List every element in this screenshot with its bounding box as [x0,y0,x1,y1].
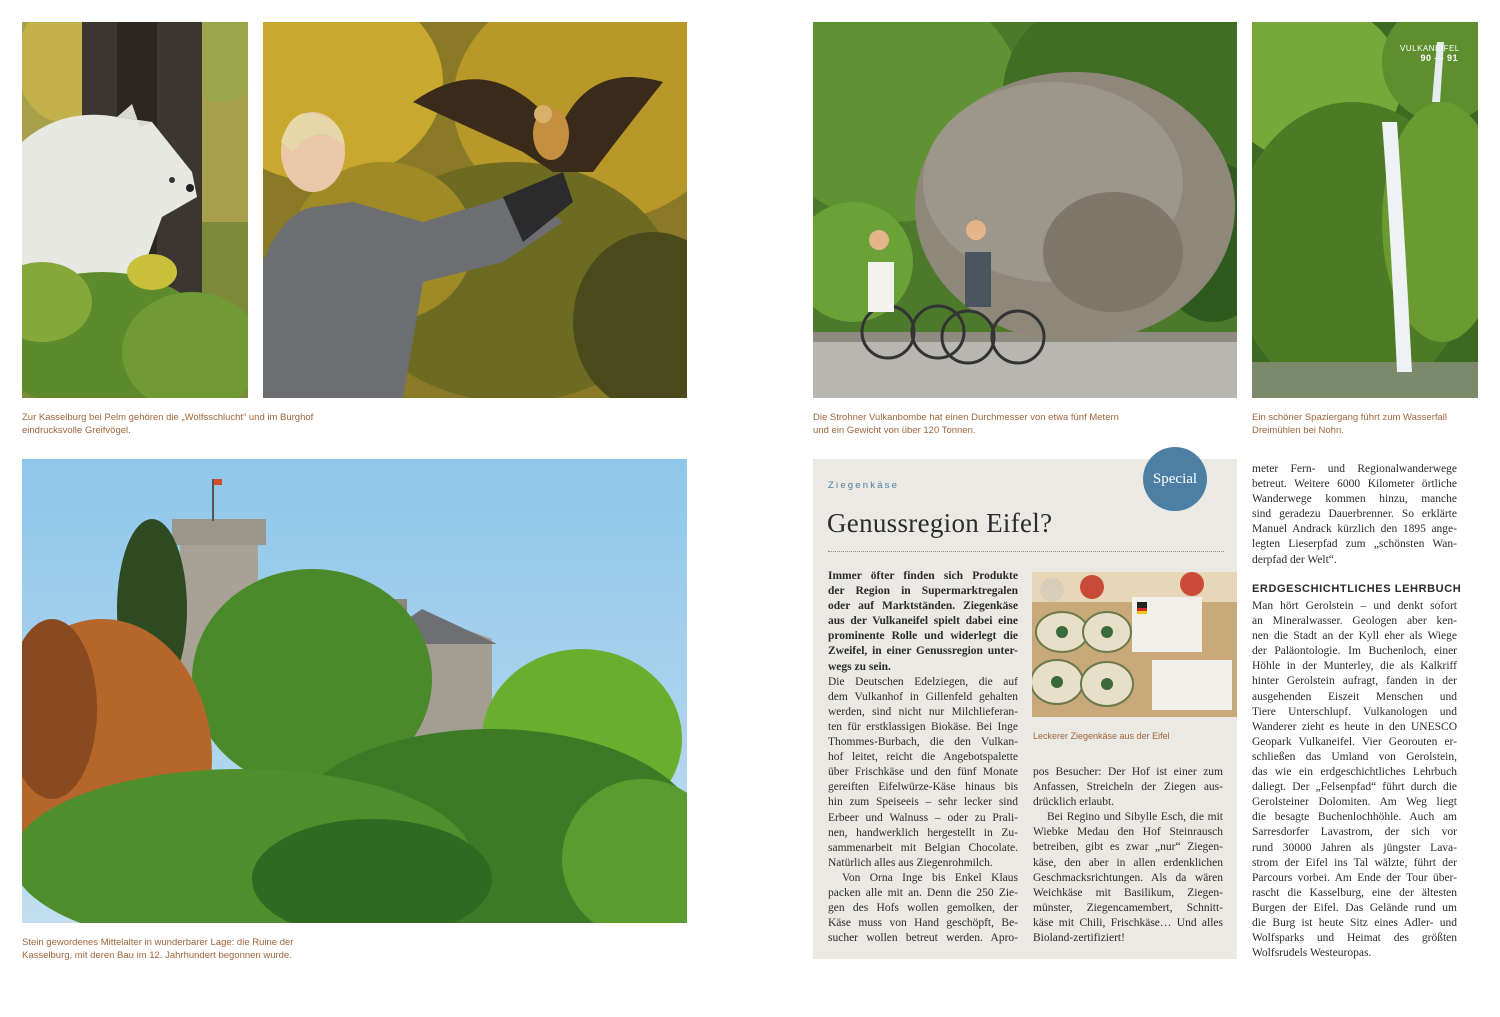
text-line: Wolfsparks und Heimat des größten [1252,932,1457,945]
wolf-photo [22,22,248,398]
castle-ruin-photo [22,459,687,923]
caption-line: eindrucksvolle Greifvögel. [22,425,131,436]
text-line: Wiebke Medau den Hof Steinrausch [1033,826,1223,839]
text-line: Immer öfter finden sich Produkte [828,570,1018,582]
text-line: die besagte Buchenlochhöhle. Auch am [1252,811,1457,824]
right-column-intro [1252,462,1457,568]
text-line: Burgen der Eifel. Das Gelände rund um [1252,901,1457,914]
text-line: packen alle mit an. Denn die 250 Zie- [828,886,1018,899]
special-badge: Special [1143,447,1207,511]
text-line: meter Fern- und Regionalwanderwege [1252,463,1457,475]
text-line: Wanderer zieht es heute in den UNESCO [1252,720,1457,733]
text-line: Man hört Gerolstein – und denkt sofort [1252,600,1457,612]
text-line: Thommes-Burbach, die den Vulkan- [828,736,1018,749]
text-line: oder auf Marktständen. Ziegenkäse [828,600,1018,613]
text-line: Wolfsrudels Westeuropas. [1252,947,1372,960]
section-label: VULKANEIFEL [1400,44,1460,53]
page-numbers: 90 — 91 [1420,53,1458,63]
text-line: gen des Hofs wollen gemolken, der [828,902,1018,915]
text-line: sucher wollen betreut werden. Apro- [828,932,1018,945]
text-line: Geschmacksrichtungen. Als da wären [1033,871,1223,884]
text-line: über Frischkäse und den fünf Monate [828,766,1018,779]
text-line: wegs zu sein. [828,660,891,673]
text-line: die Burg ist heute Sitz eines Adler- und [1252,916,1457,929]
text-line: nen, handwerklich hergestellt in Zu- [828,826,1018,839]
caption-line: Kasselburg, mit deren Bau im 12. Jahrhundert begonnen wurde. [22,950,292,961]
text-line: Parcours vorbei. Am Ende der Tour über- [1252,871,1457,884]
text-line: strom der Eifel ins Tal wälzte, führt der [1252,856,1457,869]
caption-line: und ein Gewicht von über 120 Tonnen. [813,425,976,436]
text-line: käse, den aber in allen erdenklichen [1033,856,1223,869]
text-line: Bioland-zertifiziert! [1033,932,1125,945]
text-line: käse mit Chili, Frischkäse… Und alles [1033,916,1223,929]
text-line: hin zum Speiseeis – sehr lecker sind [828,796,1018,809]
text-line: Geopark Vulkaneifel. Vier Georouten er- [1252,735,1457,748]
text-line: Wanderwege kommen hinzu, manche [1252,493,1457,506]
text-line: an Mineralwasser. Geologen aber ken- [1252,615,1457,628]
text-line: aus der Vulkaneifel spielt dabei eine [828,615,1018,628]
text-line: nen die Stadt an der Kyll eher als Wiege [1252,630,1457,643]
caption-line: Zur Kasselburg bei Pelm gehören die „Wolfsschlucht“ und im Burghof [22,412,314,423]
text-line: sind geradezu Dauerbrenner. So erklärte [1252,508,1457,521]
text-line: Erbeer und Walnuss – oder zu Prali- [828,811,1018,824]
right-column-body [1252,599,1457,961]
text-line: Von Orna Inge bis Enkel Klaus [842,871,1018,884]
text-line: Bei Regino und Sibylle Esch, die mit [1047,811,1223,824]
text-line: gereiften Eifelwürze-Käse hinaus bis [828,781,1018,794]
text-line: daliegt. Der „Felsenpfad“ führt durch die [1252,781,1457,794]
text-line: münster, Ziegencamembert, Schnitt- [1033,901,1223,914]
text-line: Höhle in der Munterley, die als Kalkriff [1252,660,1457,673]
text-line: legten Lieserpfad zum „schönsten Wan- [1252,538,1457,551]
caption-wasserfall [1252,411,1447,437]
text-line: betreut. Weitere 6000 Kilometer örtliche [1252,478,1457,491]
text-line: werden, sind nicht nur Milchlieferan- [828,705,1018,718]
text-line: Käse muss von Hand geschöpft, Be- [828,917,1018,930]
dotted-divider [828,551,1224,552]
text-line: Anfassen, Streicheln der Ziegen aus- [1033,781,1223,794]
caption-line: Stein gewordenes Mittelalter in wunderbarer Lage: die Ruine der [22,937,294,948]
text-line: Die Deutschen Edelziegen, die auf [828,675,1018,688]
text-line: Tiere Unterschlupf. Vulkanologen und [1252,705,1457,718]
text-line: schließen das Umland von Gerolstein, [1252,750,1457,763]
caption-line: Dreimühlen bei Nohn. [1252,425,1344,436]
text-line: ten für erstklassigen Biokäse. Bei Inge [828,720,1018,733]
caption-ruine [22,936,293,962]
text-line: hinter Gerolstein aufragt, fanden in der [1252,675,1457,688]
text-line: prominente Rolle und widerlegt die [828,630,1018,643]
section-subhead: ERDGESCHICHTLICHES LEHRBUCH [1252,583,1462,595]
text-line: Weichkäse mit Basilikum, Ziegen- [1033,886,1223,899]
wasserfall-photo [1252,22,1478,398]
text-line: Gerolsteiner Dolomiten. Am Weg liegt [1252,796,1457,809]
special-headline: Genussregion Eifel? [827,508,1053,538]
special-column-1 [828,569,1018,946]
page-marker [1400,44,1458,63]
special-kicker: Ziegenkäse [828,480,900,491]
caption-line: Die Strohner Vulkanbombe hat einen Durchmesser von etwa fünf Metern [813,412,1119,423]
cheese-jars-photo [1032,572,1237,717]
falconer-photo [263,22,687,398]
text-line: betreiben, gibt es zwar „nur“ Ziegen- [1033,841,1223,854]
text-line: der Region in Supermarktregalen [828,585,1018,598]
text-line: sammenarbeit mit Belgian Chocolate. [828,841,1018,854]
caption-line: Ein schöner Spaziergang führt zum Wasserfall [1252,412,1448,423]
vulkanbombe-photo [813,22,1237,398]
text-line: Zweifel, in einer Genussregion unter- [828,645,1018,658]
text-line: rascht die Kasselburg, eine der ältesten [1252,886,1457,899]
text-line: Sarresdorfer Lavastrom, der sich vor [1252,826,1457,839]
text-line: Manuel Andrack kürzlich den 1895 ange- [1252,523,1457,536]
text-line: rund 30000 Jahren als jüngster Lava- [1252,841,1457,854]
text-line: hof leitet, reicht die Angebotspalette [828,751,1018,764]
special-column-2 [1033,765,1223,946]
text-line: pos Besucher: Der Hof ist einer zum [1033,766,1223,778]
text-line: dem Vulkanhof in Gillenfeld gehalten [828,690,1018,703]
caption-ziegenkaese: Leckerer Ziegenkäse aus der Eifel [1033,731,1170,741]
text-line: der Paläontologie. Im Buchenloch, einer [1252,645,1457,658]
text-line: drücklich erlaubt. [1033,796,1115,809]
caption-vulkanbombe [813,411,1119,437]
text-line: ausgehenden Eiszeit Menschen und [1252,690,1457,703]
text-line: das wie ein erdgeschichtliches Lehrbuch [1252,766,1457,779]
text-line: derpfad der Welt“. [1252,553,1337,566]
text-line: Natürlich alles aus Ziegenrohmilch. [828,856,993,869]
caption-kasselburg-top [22,411,313,437]
